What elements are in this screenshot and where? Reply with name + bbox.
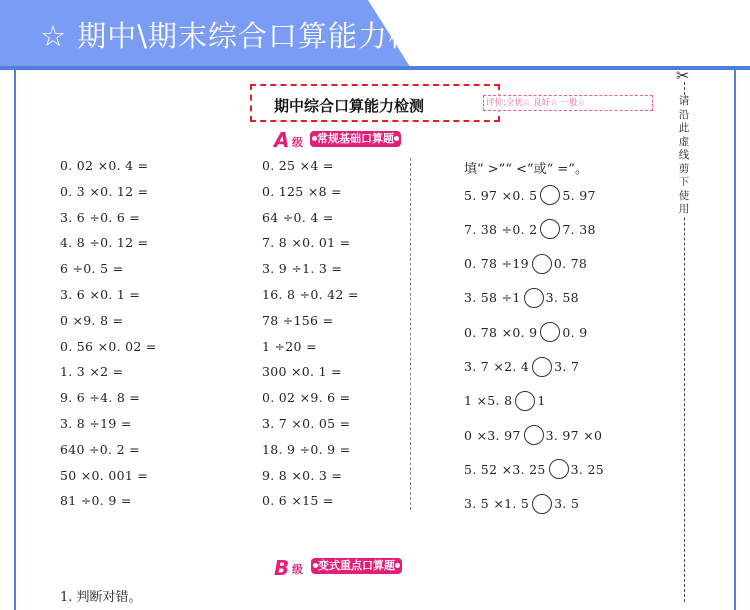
arithmetic-problem: 3. 8 ÷19 =	[60, 416, 132, 431]
column-divider	[410, 158, 411, 510]
compare-left: 7. 38 ÷0. 2	[464, 221, 538, 237]
answer-circle[interactable]	[524, 288, 544, 308]
compare-right: 0. 78	[553, 256, 588, 272]
answer-circle[interactable]	[524, 425, 544, 445]
level-b-suffix: 级	[292, 563, 303, 576]
arithmetic-problem: 3. 6 ×0. 1 =	[60, 287, 141, 302]
section-b-item-1: 1. 判断对错。	[60, 590, 142, 605]
compare-left: 0. 78 ÷19	[464, 256, 529, 272]
compare-item	[464, 357, 579, 377]
answer-circle[interactable]	[532, 254, 552, 274]
scissors-icon: ✂	[676, 66, 690, 85]
compare-left: 3. 5 ×1. 5	[464, 496, 530, 512]
arithmetic-problem: 3. 7 ×0. 05 =	[262, 416, 351, 431]
arithmetic-problem: 3. 9 ÷1. 3 =	[262, 261, 343, 277]
level-b-badge: 变式重点口算题	[311, 558, 402, 574]
compare-item	[464, 185, 596, 205]
compare-item	[464, 494, 579, 514]
level-a-letter: A	[274, 128, 290, 152]
compare-right: 3. 25	[570, 461, 604, 477]
compare-left: 5. 97 ×0. 5	[464, 187, 538, 203]
arithmetic-problem: 0. 25 ×4 =	[262, 158, 334, 173]
arithmetic-problem: 0 ×9. 8 =	[60, 312, 124, 328]
arithmetic-problem: 0. 56 ×0. 02 =	[60, 338, 157, 354]
compare-right: 0. 9	[562, 324, 588, 340]
arithmetic-problem: 81 ÷0. 9 =	[60, 493, 132, 509]
arithmetic-problem: 78 ÷156 =	[262, 312, 334, 328]
arithmetic-problem: 3. 6 ÷0. 6 =	[60, 209, 141, 225]
compare-right: 7. 38	[562, 221, 596, 237]
arithmetic-problem: 0. 6 ×15 =	[262, 493, 334, 509]
answer-circle[interactable]	[549, 459, 569, 479]
arithmetic-problem: 0. 02 ×0. 4 =	[60, 158, 149, 173]
arithmetic-problem: 300 ×0. 1 =	[262, 364, 342, 380]
arithmetic-problem: 9. 8 ×0. 3 =	[262, 467, 343, 483]
cut-instruction: 请沿此虚线剪下使用	[676, 95, 692, 217]
compare-left: 1 ×5. 8	[464, 393, 513, 409]
compare-instruction: 填“ >”“ <”或“ =”。	[464, 162, 588, 177]
arithmetic-problem: 50 ×0. 001 =	[60, 467, 149, 483]
rating-box: 评价:全优☆ 良好☆ 一般☆	[483, 95, 653, 111]
compare-left: 3. 58 ÷1	[464, 290, 521, 306]
arithmetic-problem: 0. 3 ×0. 12 =	[60, 183, 149, 199]
compare-item	[464, 459, 604, 479]
arithmetic-problem: 640 ÷0. 2 =	[60, 441, 140, 457]
arithmetic-problem: 7. 8 ×0. 01 =	[262, 235, 351, 251]
compare-left: 0. 78 ×0. 9	[464, 324, 538, 340]
arithmetic-problem: 9. 6 ÷4. 8 =	[60, 390, 141, 406]
arithmetic-problem: 4. 8 ÷0. 12 =	[60, 235, 149, 251]
compare-item	[464, 288, 579, 308]
compare-left: 5. 52 ×3. 25	[464, 461, 546, 477]
arithmetic-problem: 0. 02 ×9. 6 =	[262, 390, 351, 406]
answer-circle[interactable]	[540, 219, 560, 239]
compare-right: 1	[537, 393, 546, 409]
compare-right: 3. 5	[554, 496, 580, 512]
level-a-suffix: 级	[292, 136, 303, 149]
compare-item	[464, 391, 546, 411]
level-a-badge: 常规基础口算题	[310, 131, 401, 147]
compare-right: 3. 7	[554, 359, 580, 374]
answer-circle[interactable]	[540, 185, 560, 205]
answer-circle[interactable]	[515, 391, 535, 411]
level-b-letter: B	[274, 556, 290, 580]
compare-left: 3. 7 ×2. 4	[464, 359, 530, 374]
compare-left: 0 ×3. 97	[464, 427, 521, 443]
banner-title: ☆ 期中\期末综合口算能力检测	[40, 19, 448, 53]
compare-item	[464, 219, 596, 239]
answer-circle[interactable]	[532, 494, 552, 514]
compare-right: 3. 97 ×0	[545, 427, 603, 443]
arithmetic-problem: 64 ÷0. 4 =	[262, 209, 334, 225]
arithmetic-problem: 16. 8 ÷0. 42 =	[262, 287, 359, 302]
arithmetic-problem: 1. 3 ×2 =	[60, 364, 124, 380]
compare-item	[464, 425, 602, 445]
answer-circle[interactable]	[532, 357, 552, 377]
arithmetic-problem: 0. 125 ×8 =	[262, 183, 342, 199]
compare-item	[464, 254, 587, 274]
answer-circle[interactable]	[540, 322, 560, 342]
compare-item	[464, 322, 587, 342]
compare-right: 3. 58	[545, 290, 579, 306]
arithmetic-problem: 6 ÷0. 5 =	[60, 261, 124, 277]
header-banner	[0, 0, 750, 70]
arithmetic-problem: 18. 9 ÷0. 9 =	[262, 441, 351, 457]
arithmetic-problem: 1 ÷20 =	[262, 338, 317, 354]
compare-right: 5. 97	[562, 187, 596, 203]
worksheet-title: 期中综合口算能力检测	[274, 97, 425, 115]
